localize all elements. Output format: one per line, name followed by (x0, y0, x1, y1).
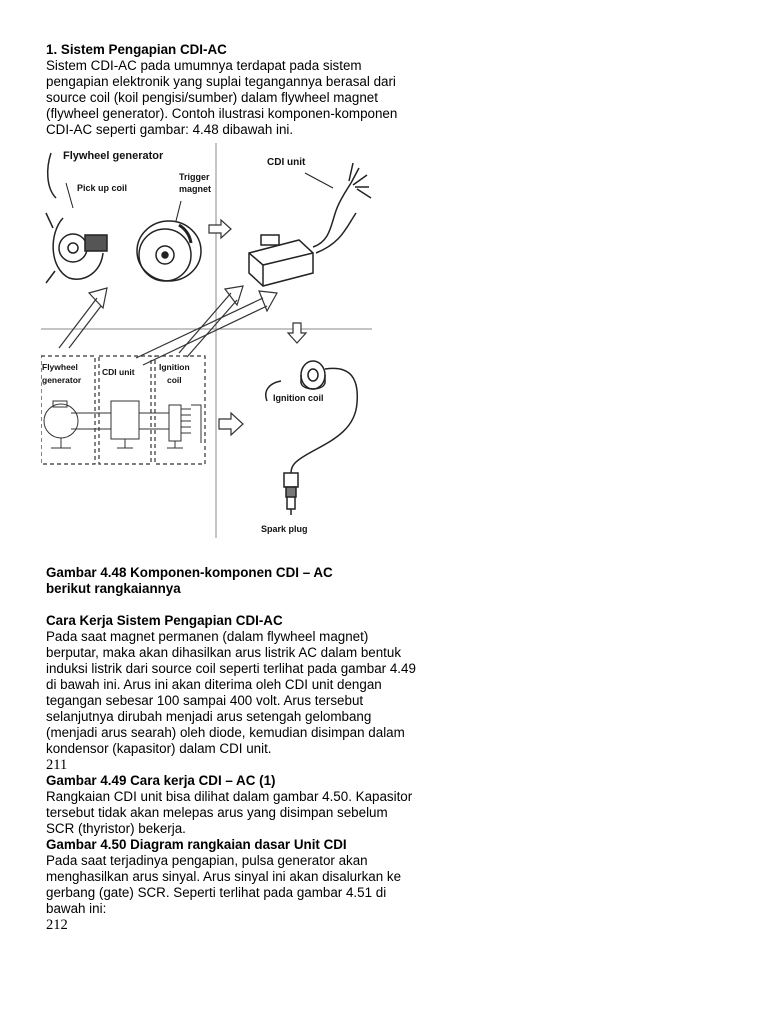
page-number-212: 212 (46, 917, 68, 933)
caption-4-48-line2: berikut rangkaiannya (46, 581, 181, 596)
para-450-line: Pada saat terjadinya pengapian, pulsa generator akan (46, 853, 368, 868)
para-449-line: Rangkaian CDI unit bisa dilihat dalam gambar 4.50. Kapasitor (46, 789, 413, 804)
pick-up-coil-drawing (46, 153, 107, 283)
spark-plug-drawing (284, 473, 298, 515)
para-450-line: bawah ini: (46, 901, 107, 916)
label-box-ignition-2: coil (167, 375, 182, 385)
para-449-line: SCR (thyristor) bekerja. (46, 821, 186, 836)
cdi-unit-drawing (249, 163, 371, 286)
para-450-line: gerbang (gate) SCR. Seperti terlihat pada gambar 4.51 di (46, 885, 387, 900)
cara-kerja-line: kondensor (kapasitor) dalam CDI unit. (46, 741, 272, 756)
label-box-flywheel-1: Flywheel (42, 362, 78, 372)
ignition-coil-drawing (266, 361, 358, 473)
label-spark-plug: Spark plug (261, 524, 308, 534)
pointer-line (305, 173, 333, 188)
label-box-ignition-1: Ignition (159, 362, 190, 372)
pointer-line (66, 183, 73, 208)
intro-line: CDI-AC seperti gambar: 4.48 dibawah ini. (46, 122, 294, 137)
label-ignition-coil: Ignition coil (273, 393, 324, 403)
intro-line: source coil (koil pengisi/sumber) dalam flywheel magnet (46, 90, 378, 105)
flywheel-magnet-drawing (137, 221, 201, 281)
cara-kerja-line: tegangan sebesar 100 sampai 400 volt. Arus tersebut (46, 693, 364, 708)
cara-kerja-line: induksi listrik dari source coil seperti terlihat pada gambar 4.49 (46, 661, 416, 676)
cara-kerja-line: di bawah ini. Arus ini akan diterima oleh CDI unit dengan (46, 677, 382, 692)
intro-line: (flywheel generator). Contoh ilustrasi komponen-komponen (46, 106, 398, 121)
para-449-line: tersebut tidak akan melepas arus yang disimpan sebelum (46, 805, 388, 820)
label-magnet: magnet (179, 184, 212, 194)
schematic-drawing (44, 401, 201, 448)
arrow-down (288, 323, 306, 343)
arrow-up-left (59, 288, 107, 348)
page-number-211: 211 (46, 757, 68, 773)
label-box-flywheel-2: generator (42, 375, 82, 385)
cara-kerja-line: selanjutnya dirubah menjadi arus setengah gelombang (46, 709, 372, 724)
label-trigger: Trigger (179, 172, 210, 182)
label-cdi-unit: CDI unit (267, 157, 306, 168)
cdi-ac-figure (41, 143, 372, 538)
arrow-right-bottom (219, 413, 243, 435)
section-title: 1. Sistem Pengapian CDI-AC (46, 42, 227, 57)
arrow-right-top (209, 220, 231, 238)
label-flywheel-generator: Flywheel generator (63, 150, 164, 162)
intro-line: Sistem CDI-AC pada umumnya terdapat pada sistem (46, 58, 362, 73)
caption-4-48-line1: Gambar 4.48 Komponen-komponen CDI – AC (46, 565, 333, 580)
caption-4-49: Gambar 4.49 Cara kerja CDI – AC (1) (46, 773, 276, 788)
cara-kerja-title: Cara Kerja Sistem Pengapian CDI-AC (46, 613, 283, 628)
label-box-cdi: CDI unit (102, 367, 135, 377)
cara-kerja-line: Pada saat magnet permanen (dalam flywheel magnet) (46, 629, 369, 644)
arrow-up-cdi (136, 291, 277, 365)
cara-kerja-line: berputar, maka akan dihasilkan arus listrik AC dalam bentuk (46, 645, 402, 660)
intro-line: pengapian elektronik yang suplai tegangannya berasal dari (46, 74, 396, 89)
cara-kerja-line: (menjadi arus searah) oleh diode, kemudian disimpan dalam (46, 725, 405, 740)
para-450-line: menghasilkan arus sinyal. Arus sinyal ini akan disalurkan ke (46, 869, 402, 884)
label-pick-up-coil: Pick up coil (77, 183, 128, 193)
caption-4-50: Gambar 4.50 Diagram rangkaian dasar Unit CDI (46, 837, 347, 852)
pointer-line (176, 201, 181, 221)
